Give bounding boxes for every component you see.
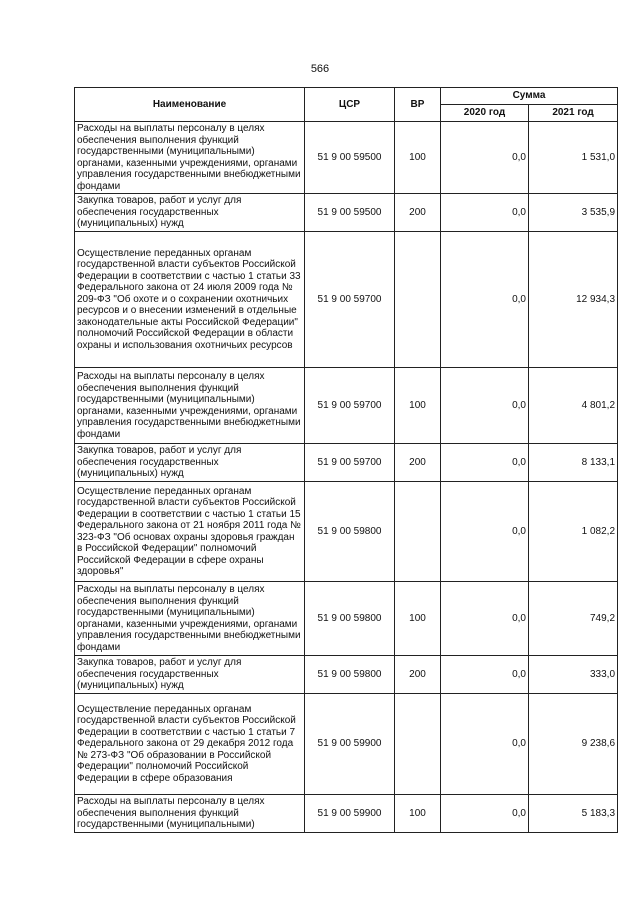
row-name: Осуществление переданных органам государственной власти субъектов Российской Федерации в соответствии с частью 1 статьи 33 Федерального закона от 24 июля 2009 года № 209-ФЗ "Об охоте и о сохранении охотничьих ресурсов и о внесении изменений в отдельные законодательные акты Российской Федерации" полномочий Российской Федерации в области охраны и использования охотничьих ресурсов (75, 232, 305, 368)
row-name: Расходы на выплаты персоналу в целях обеспечения выполнения функций государственными (муниципальными) (75, 795, 305, 833)
row-vr (395, 694, 441, 795)
header-name: Наименование (75, 88, 305, 122)
row-csr: 51 9 00 59700 (305, 368, 395, 444)
row-sum-2020: 0,0 (441, 232, 529, 368)
row-csr: 51 9 00 59800 (305, 582, 395, 656)
row-csr: 51 9 00 59500 (305, 194, 395, 232)
table-row (75, 122, 618, 194)
table-row (75, 582, 618, 656)
table-row (75, 194, 618, 232)
row-sum-2020: 0,0 (441, 582, 529, 656)
row-vr: 100 (395, 368, 441, 444)
header-csr: ЦСР (305, 88, 395, 122)
table-row (75, 656, 618, 694)
row-sum-2021: 9 238,6 (529, 694, 618, 795)
row-sum-2021: 8 133,1 (529, 444, 618, 482)
row-vr: 100 (395, 795, 441, 833)
row-csr: 51 9 00 59700 (305, 444, 395, 482)
row-sum-2021: 1 531,0 (529, 122, 618, 194)
row-sum-2020: 0,0 (441, 482, 529, 582)
table-row (75, 444, 618, 482)
row-sum-2020: 0,0 (441, 368, 529, 444)
row-csr: 51 9 00 59700 (305, 232, 395, 368)
row-sum-2020: 0,0 (441, 694, 529, 795)
row-csr: 51 9 00 59500 (305, 122, 395, 194)
row-sum-2020: 0,0 (441, 194, 529, 232)
row-name: Расходы на выплаты персоналу в целях обеспечения выполнения функций государственными (муниципальными) органами, казенными учреждениями, органами управления государственными внебюджетными фондами (75, 122, 305, 194)
row-sum-2021: 5 183,3 (529, 795, 618, 833)
row-name: Осуществление переданных органам государственной власти субъектов Российской Федерации в соответствии с частью 1 статьи 15 Федерального закона от 21 ноября 2011 года № 323-ФЗ "Об основах охраны здоровья граждан в Российской Федерации" полномочий Российской Федерации в сфере охраны здоровья" (75, 482, 305, 582)
header-year-2020: 2020 год (441, 105, 529, 122)
row-sum-2020: 0,0 (441, 656, 529, 694)
row-csr: 51 9 00 59800 (305, 656, 395, 694)
table-row (75, 368, 618, 444)
row-name: Расходы на выплаты персоналу в целях обеспечения выполнения функций государственными (муниципальными) органами, казенными учреждениями, органами управления государственными внебюджетными фондами (75, 582, 305, 656)
row-sum-2021: 4 801,2 (529, 368, 618, 444)
budget-table (74, 87, 618, 833)
row-vr (395, 482, 441, 582)
row-sum-2020: 0,0 (441, 444, 529, 482)
table-row (75, 694, 618, 795)
row-name: Осуществление переданных органам государственной власти субъектов Российской Федерации в соответствии с частью 1 статьи 7 Федерального закона от 29 декабря 2012 года № 273-ФЗ "Об образовании в Российской Федерации" полномочий Российской Федерации в сфере образования (75, 694, 305, 795)
row-vr: 100 (395, 582, 441, 656)
header-year-2021: 2021 год (529, 105, 618, 122)
table-row (75, 482, 618, 582)
row-sum-2021: 12 934,3 (529, 232, 618, 368)
row-csr: 51 9 00 59800 (305, 482, 395, 582)
row-name: Закупка товаров, работ и услуг для обеспечения государственных (муниципальных) нужд (75, 194, 305, 232)
row-sum-2021: 1 082,2 (529, 482, 618, 582)
table-row (75, 795, 618, 833)
header-sum: Сумма (441, 88, 618, 105)
row-sum-2020: 0,0 (441, 795, 529, 833)
table-row (75, 232, 618, 368)
row-csr: 51 9 00 59900 (305, 795, 395, 833)
row-name: Расходы на выплаты персоналу в целях обеспечения выполнения функций государственными (муниципальными) органами, казенными учреждениями, органами управления государственными внебюджетными фондами (75, 368, 305, 444)
row-csr: 51 9 00 59900 (305, 694, 395, 795)
row-sum-2020: 0,0 (441, 122, 529, 194)
row-vr: 100 (395, 122, 441, 194)
row-name: Закупка товаров, работ и услуг для обеспечения государственных (муниципальных) нужд (75, 656, 305, 694)
row-sum-2021: 3 535,9 (529, 194, 618, 232)
row-vr: 200 (395, 444, 441, 482)
row-vr: 200 (395, 656, 441, 694)
row-vr (395, 232, 441, 368)
page-number: 566 (310, 63, 330, 75)
row-sum-2021: 333,0 (529, 656, 618, 694)
header-vr: ВР (395, 88, 441, 122)
row-name: Закупка товаров, работ и услуг для обеспечения государственных (муниципальных) нужд (75, 444, 305, 482)
row-vr: 200 (395, 194, 441, 232)
row-sum-2021: 749,2 (529, 582, 618, 656)
